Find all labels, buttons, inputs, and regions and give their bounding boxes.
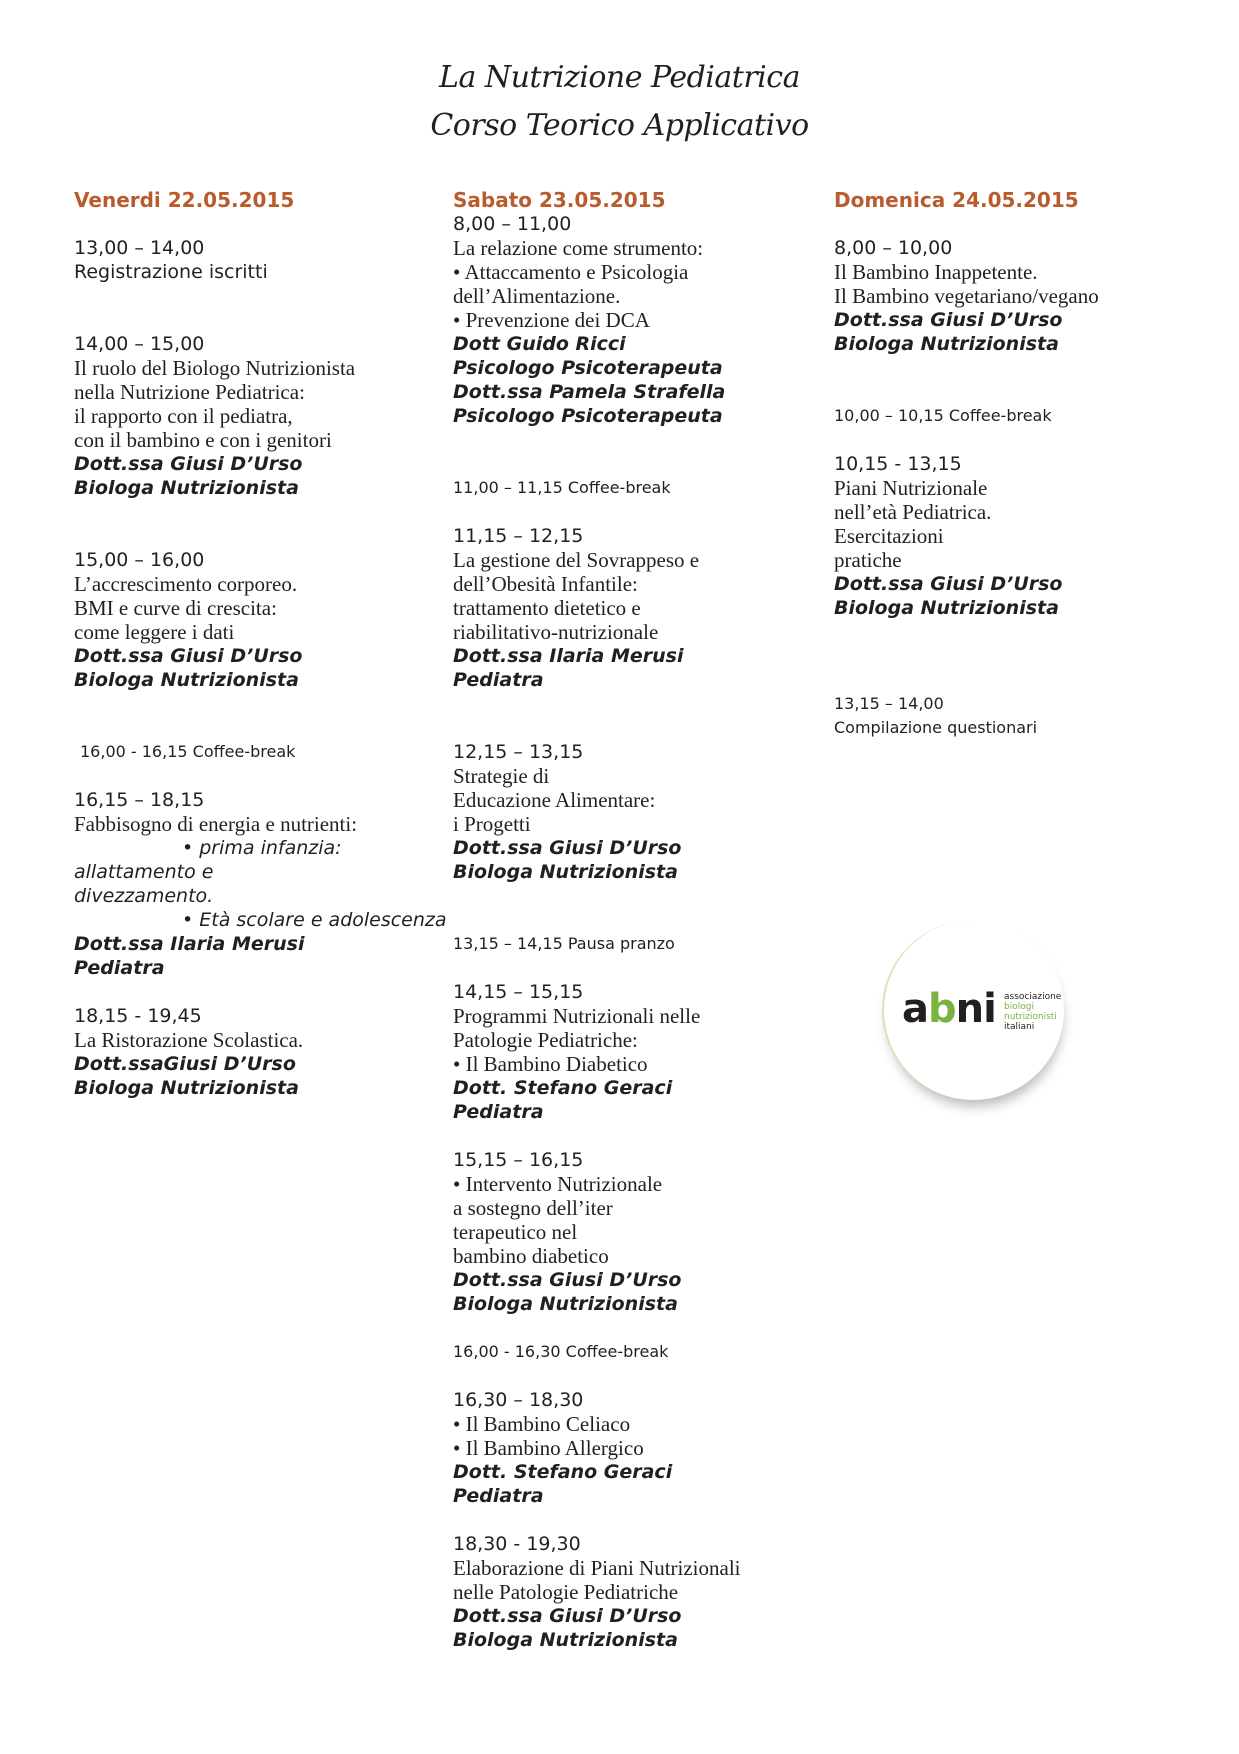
speaker-line: Pediatra [74, 957, 165, 979]
day-heading: Sabato 23.05.2015 [453, 188, 666, 212]
schedule-slot [74, 1004, 454, 1100]
schedule-slot [453, 980, 833, 1124]
speaker-line: Pediatra [453, 1485, 544, 1507]
slot-description: • prima infanzia: [182, 837, 342, 859]
day-heading: Domenica 24.05.2015 [834, 188, 1079, 212]
slot-description: Registrazione iscritti [74, 261, 268, 283]
slot-note: 10,00 – 10,15 Coffee-break [834, 406, 1052, 425]
slot-description: Fabbisogno di energia e nutrienti: [74, 812, 358, 836]
speaker-line: Dott. Stefano Geraci [453, 1077, 673, 1099]
logo-wordmark: abni [902, 986, 996, 1032]
schedule-slot [453, 1532, 833, 1652]
page-title: La Nutrizione Pediatrica [439, 60, 800, 95]
slot-description: a sostegno dell’iter [453, 1196, 613, 1220]
day-column-sunday [834, 188, 1214, 740]
slot-description: • Il Bambino Celiaco [453, 1412, 631, 1436]
day-column-friday [74, 188, 454, 1100]
schedule-slot [453, 524, 833, 692]
speaker-line: Psicologo Psicoterapeuta [453, 357, 723, 379]
slot-description: Esercitazioni [834, 524, 944, 548]
slot-description: dell’Alimentazione. [453, 284, 621, 308]
slot-description: dell’Obesità Infantile: [453, 572, 638, 596]
slot-time: 18,15 - 19,45 [74, 1005, 202, 1027]
slot-note: Compilazione questionari [834, 718, 1038, 737]
slot-description: La gestione del Sovrappeso e [453, 548, 700, 572]
schedule-slot [834, 692, 1214, 740]
speaker-line: Biologa Nutrizionista [74, 1077, 299, 1099]
speaker-line: Dott.ssa Giusi D’Urso [453, 1269, 682, 1291]
slot-description: Strategie di [453, 764, 550, 788]
slot-description: come leggere i dati [74, 620, 235, 644]
speaker-line: Dott.ssaGiusi D’Urso [74, 1053, 296, 1075]
day-column-saturday [453, 188, 833, 1652]
schedule-slot [74, 788, 454, 980]
slot-description: nella Nutrizione Pediatrica: [74, 380, 305, 404]
slot-time: 14,00 – 15,00 [74, 333, 205, 355]
speaker-line: Psicologo Psicoterapeuta [453, 405, 723, 427]
speaker-line: Dott.ssa Giusi D’Urso [74, 453, 303, 475]
slot-description: pratiche [834, 548, 902, 572]
slot-note: 11,00 – 11,15 Coffee-break [453, 478, 671, 497]
slot-note: 13,15 – 14,00 [834, 694, 944, 713]
schedule-slot [453, 1148, 833, 1316]
slot-description: divezzamento. [74, 885, 214, 907]
schedule-slot [74, 548, 454, 692]
slot-description: i Progetti [453, 812, 531, 836]
slot-note: 16,00 - 16,15 Coffee-break [80, 742, 296, 761]
slot-description: • Età scolare e adolescenza [182, 909, 447, 931]
speaker-line: Biologa Nutrizionista [834, 333, 1059, 355]
schedule-slot [834, 236, 1214, 356]
slot-description: bambino diabetico [453, 1244, 609, 1268]
slot-time: 10,15 - 13,15 [834, 453, 962, 475]
speaker-line: Dott.ssa Giusi D’Urso [453, 837, 682, 859]
slot-description: riabilitativo-nutrizionale [453, 620, 659, 644]
slot-time: 8,00 – 11,00 [453, 213, 572, 235]
slot-note: 16,00 - 16,30 Coffee-break [453, 1342, 669, 1361]
slot-description: Il Bambino Inappetente. [834, 260, 1038, 284]
slot-description: • Intervento Nutrizionale [453, 1172, 663, 1196]
speaker-line: Biologa Nutrizionista [74, 669, 299, 691]
abni-logo [882, 920, 1064, 1100]
schedule-slot [453, 1340, 833, 1364]
slot-description: allattamento e [74, 861, 214, 883]
slot-description: nelle Patologie Pediatriche [453, 1580, 679, 1604]
slot-time: 13,00 – 14,00 [74, 237, 205, 259]
slot-time: 15,00 – 16,00 [74, 549, 205, 571]
schedule-slot [453, 740, 833, 884]
slot-description: Elaborazione di Piani Nutrizionali [453, 1556, 741, 1580]
slot-description: Piani Nutrizionale [834, 476, 988, 500]
schedule-slot [453, 1388, 833, 1508]
slot-description: La relazione come strumento: [453, 236, 704, 260]
schedule-slot [453, 476, 833, 500]
slot-description: Il ruolo del Biologo Nutrizionista [74, 356, 356, 380]
slot-description: La Ristorazione Scolastica. [74, 1028, 304, 1052]
slot-description: il rapporto con il pediatra, [74, 404, 293, 428]
slot-description: con il bambino e con i genitori [74, 428, 332, 452]
slot-time: 14,15 – 15,15 [453, 981, 584, 1003]
speaker-line: Dott Guido Ricci [453, 333, 626, 355]
slot-time: 12,15 – 13,15 [453, 741, 584, 763]
slot-description: • Prevenzione dei DCA [453, 308, 650, 332]
slot-description: nell’età Pediatrica. [834, 500, 992, 524]
speaker-line: Biologa Nutrizionista [834, 597, 1059, 619]
speaker-line: Dott.ssa Giusi D’Urso [74, 645, 303, 667]
schedule-slot [834, 404, 1214, 428]
logo-caption: associazione biologi nutrizionisti italiani [1004, 992, 1062, 1032]
slot-description: Programmi Nutrizionali nelle [453, 1004, 701, 1028]
slot-time: 16,30 – 18,30 [453, 1389, 584, 1411]
slot-description: Patologie Pediatriche: [453, 1028, 638, 1052]
speaker-line: Pediatra [453, 669, 544, 691]
slot-time: 18,30 - 19,30 [453, 1533, 581, 1555]
slot-description: • Attaccamento e Psicologia [453, 260, 689, 284]
slot-description: • Il Bambino Diabetico [453, 1052, 648, 1076]
slot-description: trattamento dietetico e [453, 596, 641, 620]
speaker-line: Biologa Nutrizionista [453, 861, 678, 883]
slot-description: Educazione Alimentare: [453, 788, 656, 812]
schedule-slot [453, 932, 833, 956]
speaker-line: Biologa Nutrizionista [453, 1629, 678, 1651]
schedule-slot [74, 740, 454, 764]
speaker-line: Pediatra [453, 1101, 544, 1123]
slot-note: 13,15 – 14,15 Pausa pranzo [453, 934, 675, 953]
speaker-line: Dott.ssa Pamela Strafella [453, 381, 726, 403]
slot-description: Il Bambino vegetariano/vegano [834, 284, 1099, 308]
speaker-line: Dott.ssa Giusi D’Urso [834, 573, 1063, 595]
schedule-slot [453, 212, 833, 428]
slot-time: 8,00 – 10,00 [834, 237, 953, 259]
slot-time: 15,15 – 16,15 [453, 1149, 584, 1171]
speaker-line: Biologa Nutrizionista [74, 477, 299, 499]
slot-description: • Il Bambino Allergico [453, 1436, 644, 1460]
schedule-slot [74, 332, 454, 500]
speaker-line: Biologa Nutrizionista [453, 1293, 678, 1315]
speaker-line: Dott.ssa Giusi D’Urso [834, 309, 1063, 331]
speaker-line: Dott. Stefano Geraci [453, 1461, 673, 1483]
schedule-slot [74, 236, 454, 284]
speaker-line: Dott.ssa Giusi D’Urso [453, 1605, 682, 1627]
schedule-slot [834, 452, 1214, 620]
slot-time: 16,15 – 18,15 [74, 789, 205, 811]
slot-description: L’accrescimento corporeo. [74, 572, 298, 596]
slot-description: terapeutico nel [453, 1220, 578, 1244]
speaker-line: Dott.ssa Ilaria Merusi [74, 933, 305, 955]
slot-time: 11,15 – 12,15 [453, 525, 584, 547]
day-heading: Venerdi 22.05.2015 [74, 188, 295, 212]
speaker-line: Dott.ssa Ilaria Merusi [453, 645, 684, 667]
slot-description: BMI e curve di crescita: [74, 596, 277, 620]
page-subtitle: Corso Teorico Applicativo [430, 108, 809, 143]
